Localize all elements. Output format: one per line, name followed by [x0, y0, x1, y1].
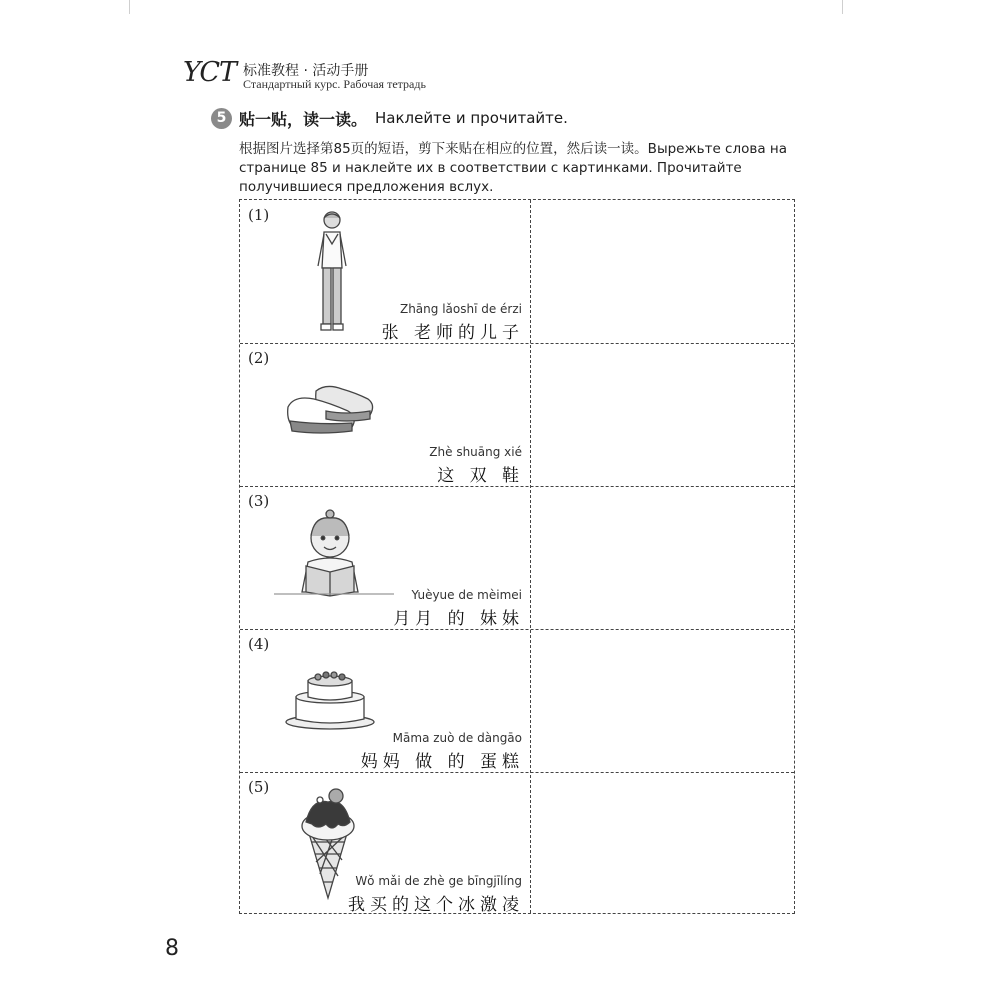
column-divider [530, 200, 531, 913]
hanzi-label: 这 双 鞋 [437, 466, 524, 486]
exercise-row-3 [240, 486, 530, 629]
exercise-row-2 [240, 343, 530, 486]
task-title [211, 107, 568, 129]
sticker-grid [239, 199, 795, 914]
pinyin-label: Wǒ mǎi de zhè ge bīngjīlíng [355, 874, 522, 888]
pinyin-label: Māma zuò de dàngāo [392, 731, 522, 745]
series-title: 标准教程 · 活动手册 [243, 63, 369, 79]
exercise-row-5 [240, 772, 530, 915]
ice-cream-icon [298, 784, 358, 902]
hanzi-label: 张 老师的儿子 [381, 323, 524, 343]
hanzi-label: 妈妈 做 的 蛋糕 [360, 752, 524, 772]
row-number: (2) [248, 349, 270, 367]
task-number-badge: 5 [211, 108, 232, 129]
pinyin-label: Zhè shuāng xié [429, 445, 522, 459]
hanzi-label: 我买的这个冰激凌 [348, 895, 524, 915]
hanzi-label: 月月 的 妹妹 [393, 609, 524, 629]
task-instruction: 根据图片选择第85页的短语，剪下来贴在相应的位置，然后读一读。Вырежьте слова на странице 85 и наклейте их в соответствии с картинками. Прочитайте получившиеся предложения вслух. [239, 141, 787, 195]
girl-reading-icon [274, 508, 394, 600]
row-number: (1) [248, 206, 270, 224]
shoes-icon [286, 381, 378, 441]
boy-icon [312, 208, 352, 336]
pinyin-label: Yuèyue de mèimei [411, 588, 522, 602]
yct-logo: YCT [183, 57, 237, 88]
cake-icon [282, 669, 378, 731]
exercise-row-4 [240, 629, 530, 772]
crop-mark-left [129, 0, 130, 14]
task-title-chinese: 贴一贴，读一读。 [239, 109, 368, 129]
task-title-russian: Наклейте и прочитайте. [375, 109, 568, 127]
crop-mark-right [842, 0, 843, 14]
row-number: (3) [248, 492, 270, 510]
row-number: (5) [248, 778, 270, 796]
series-subtitle: Стандартный курс. Рабочая тетрадь [243, 77, 426, 91]
page-header [183, 57, 583, 91]
row-number: (4) [248, 635, 270, 653]
exercise-row-1 [240, 200, 530, 343]
page-number: 8 [165, 936, 179, 961]
pinyin-label: Zhāng lǎoshī de érzi [399, 302, 522, 316]
